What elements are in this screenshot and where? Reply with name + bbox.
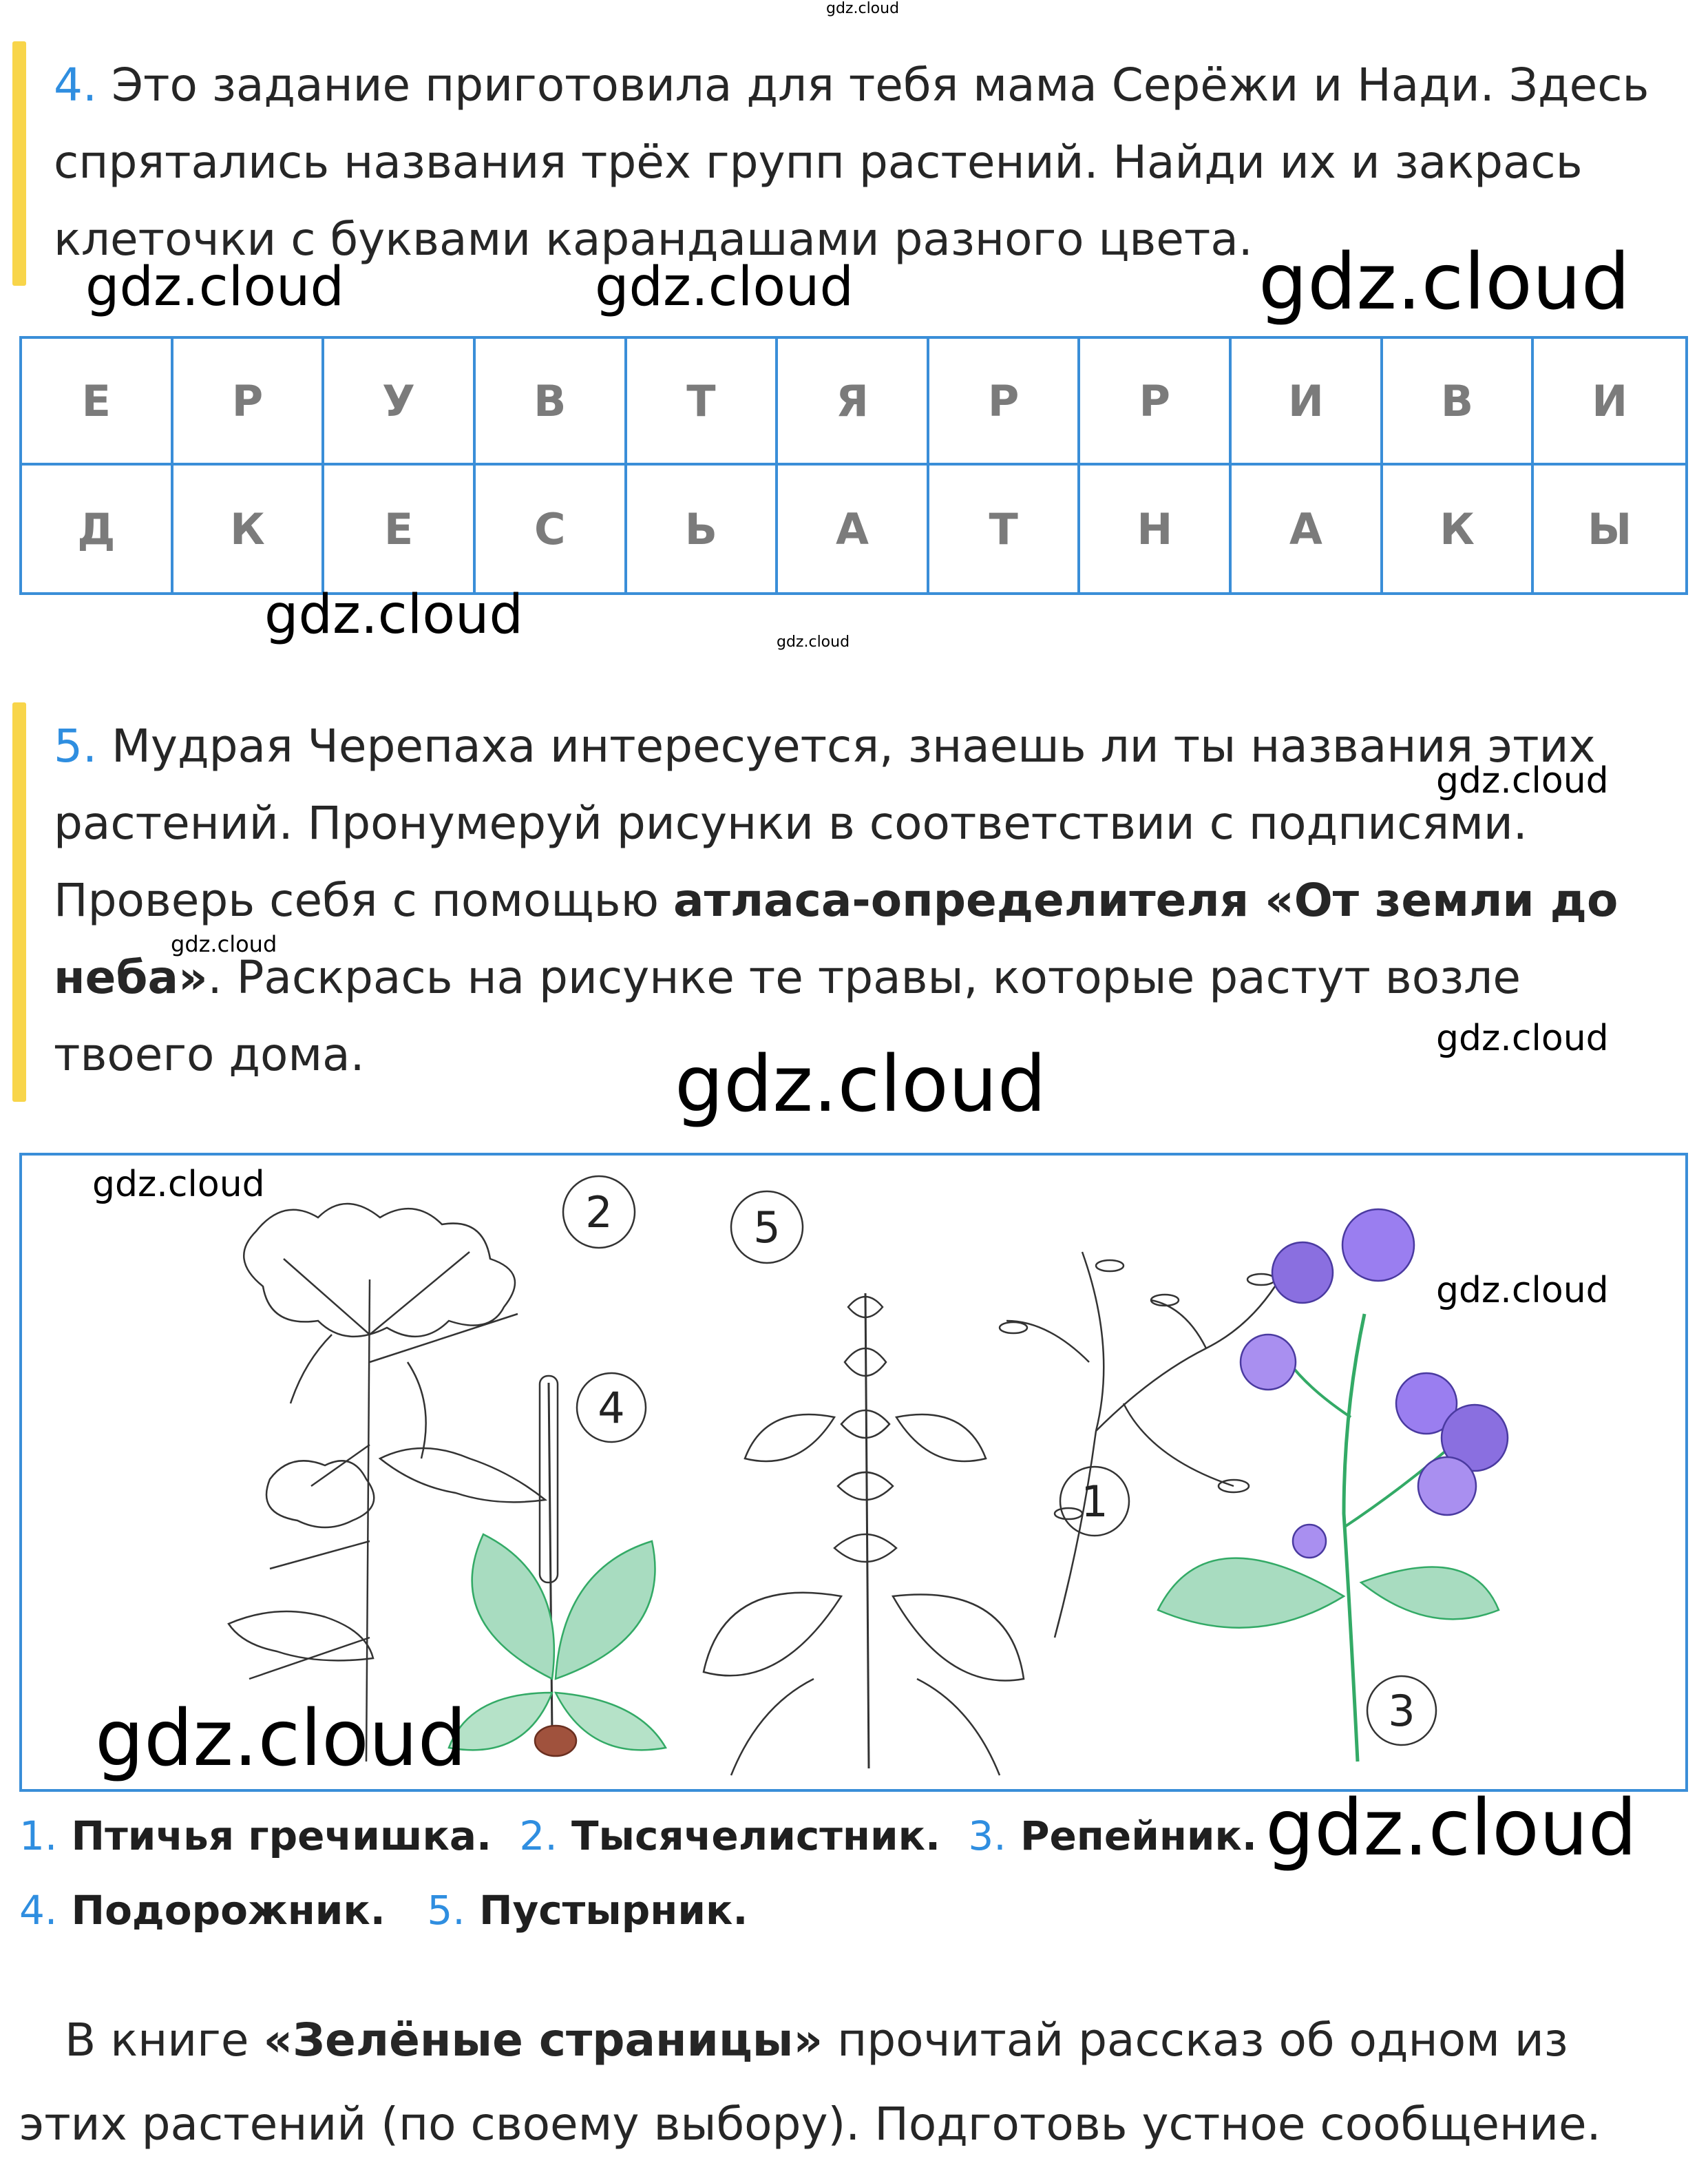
watermark: gdz.cloud bbox=[92, 1164, 265, 1205]
answer-2-name: Тысячелистник. bbox=[571, 1812, 940, 1859]
task5-text-a: Мудрая Черепаха интересуется, знаешь ли ты названия этих растений. Пронумеруй рисунки в соответствии с подписями. Проверь себя с помощью bbox=[54, 720, 1596, 927]
plant-label-1: 2 bbox=[585, 1187, 613, 1237]
grid-cell[interactable]: Р bbox=[173, 339, 325, 466]
watermark: gdz.cloud bbox=[1436, 760, 1609, 802]
plant-label-2: 5 bbox=[753, 1202, 781, 1253]
watermark: gdz.cloud bbox=[595, 256, 854, 318]
reading-b: прочитай рассказ об одном из этих растений (по своему выбору). Подготовь устное сообщение. bbox=[19, 2014, 1601, 2151]
task4-text: Это задание приготовила для тебя мама Серёжи и Нади. Здесь спрятались названия трёх групп растений. Найди их и закрась клеточки с буквами карандашами разного цвета. bbox=[54, 59, 1649, 266]
grid-cell[interactable]: К bbox=[1383, 466, 1535, 592]
plant-label-5: 3 bbox=[1388, 1686, 1415, 1736]
grid-cell[interactable]: Е bbox=[324, 466, 476, 592]
task4-number: 4. bbox=[54, 59, 97, 112]
task5-number: 5. bbox=[54, 720, 97, 773]
watermark: gdz.cloud bbox=[1258, 238, 1630, 327]
grid-cell[interactable]: С bbox=[476, 466, 627, 592]
answers-row-1 bbox=[19, 1812, 1257, 1859]
grid-cell[interactable]: В bbox=[1383, 339, 1535, 466]
answer-3-name: Репейник. bbox=[1020, 1812, 1257, 1859]
grid-cell[interactable]: И bbox=[1232, 339, 1383, 466]
grid-cell[interactable]: Я bbox=[778, 339, 929, 466]
grid-cell[interactable]: К bbox=[173, 466, 325, 592]
watermark: gdz.cloud bbox=[675, 1040, 1046, 1129]
plantain-plant bbox=[449, 1376, 666, 1756]
grid-cell[interactable]: Н bbox=[1080, 466, 1232, 592]
answer-4-num: 4. bbox=[19, 1887, 58, 1934]
watermark: gdz.cloud bbox=[85, 256, 344, 318]
grid-cell[interactable]: Р bbox=[929, 339, 1081, 466]
letter-grid bbox=[19, 336, 1688, 595]
grid-cell[interactable]: Ь bbox=[627, 466, 779, 592]
grid-cell[interactable]: У bbox=[324, 339, 476, 466]
watermark: gdz.cloud bbox=[1436, 1270, 1609, 1311]
answers-row-2 bbox=[19, 1887, 748, 1934]
grid-cell[interactable]: Ы bbox=[1588, 503, 1632, 554]
plant-label-4: 1 bbox=[1081, 1476, 1108, 1527]
answer-4-name: Подорожник. bbox=[71, 1887, 386, 1934]
reading-book-title: «Зелёные страницы» bbox=[263, 2014, 823, 2067]
watermark: gdz.cloud bbox=[1436, 1018, 1609, 1059]
answer-5-num: 5. bbox=[427, 1887, 465, 1934]
answer-2-num: 2. bbox=[519, 1812, 558, 1859]
grid-cell[interactable]: И bbox=[1534, 339, 1685, 466]
reading-paragraph bbox=[19, 1998, 1685, 2166]
grid-cell[interactable]: Д bbox=[22, 466, 173, 592]
plant-label-3: 4 bbox=[598, 1383, 625, 1433]
grid-cell[interactable]: Р bbox=[1080, 339, 1232, 466]
grid-cell[interactable]: Е bbox=[22, 339, 173, 466]
grid-cell[interactable]: А bbox=[1232, 466, 1383, 592]
motherwort-plant bbox=[704, 1293, 1024, 1775]
watermark: gdz.cloud bbox=[171, 931, 277, 957]
watermark: gdz.cloud bbox=[1265, 1784, 1637, 1873]
watermark: gdz.cloud bbox=[264, 584, 523, 646]
task5-text-bold: атласа-определителя «От земли до неба» bbox=[54, 874, 1619, 1004]
grid-cell[interactable]: А bbox=[778, 466, 929, 592]
grid-cell[interactable]: Т bbox=[627, 339, 779, 466]
watermark: gdz.cloud bbox=[777, 634, 850, 651]
watermark-top: gdz.cloud bbox=[826, 0, 900, 17]
grid-cell[interactable]: В bbox=[476, 339, 627, 466]
task4-accent-bar bbox=[12, 41, 26, 286]
yarrow-plant bbox=[229, 1204, 545, 1762]
task5-accent-bar bbox=[12, 702, 26, 1102]
task5-text-b: . Раскрась на рисунке те травы, которые растут возле твоего дома. bbox=[54, 951, 1521, 1081]
watermark: gdz.cloud bbox=[95, 1694, 467, 1784]
answer-1-name: Птичья гречишка. bbox=[71, 1812, 492, 1859]
grid-cell[interactable]: Т bbox=[929, 466, 1081, 592]
answer-3-num: 3. bbox=[968, 1812, 1006, 1859]
answer-5-name: Пустырник. bbox=[478, 1887, 748, 1934]
reading-a: В книге bbox=[65, 2014, 264, 2067]
answer-1-num: 1. bbox=[19, 1812, 58, 1859]
